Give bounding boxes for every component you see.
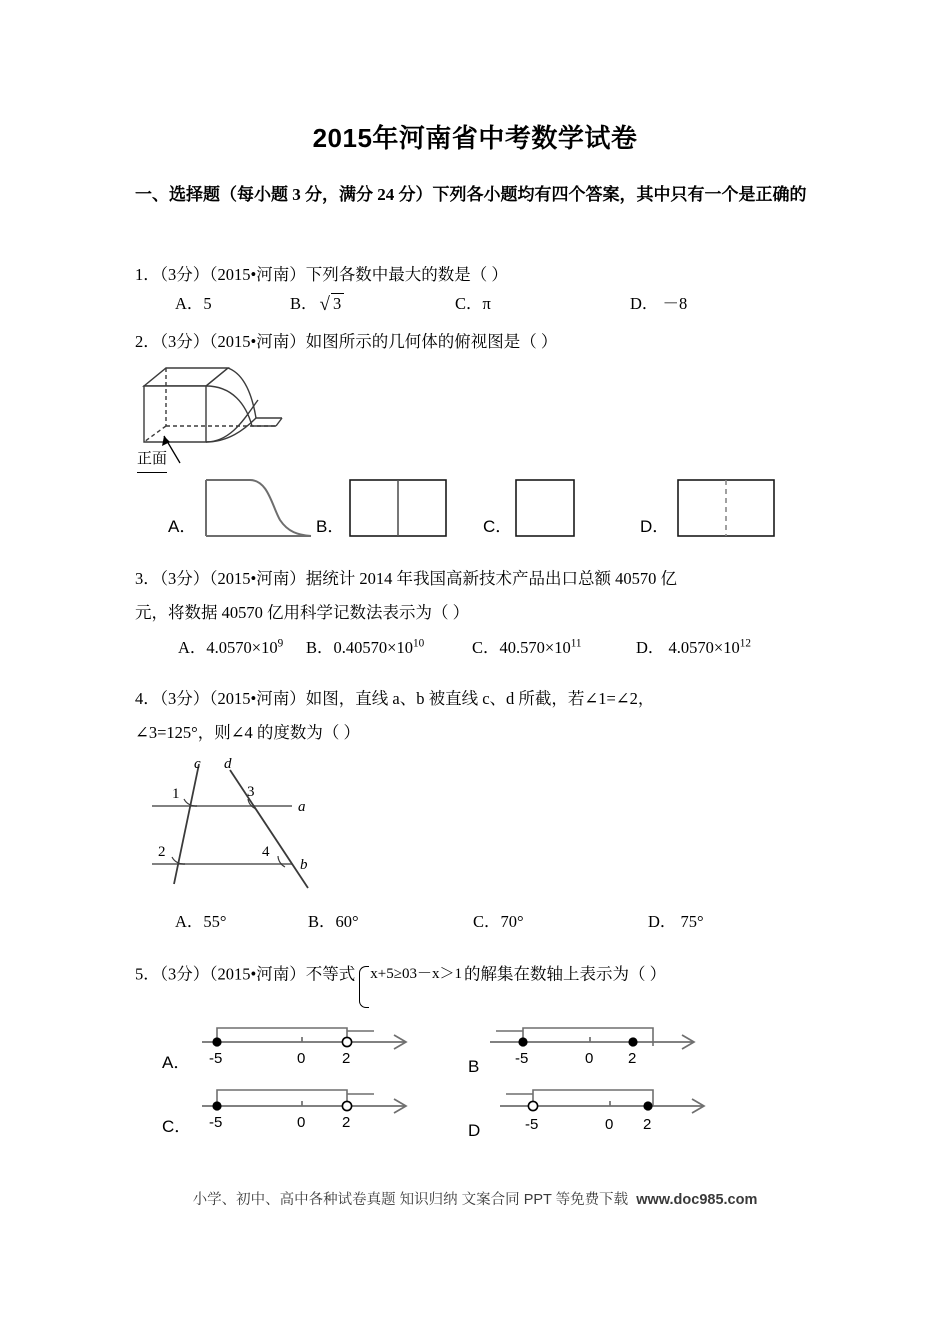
q3-option-d[interactable]: [636, 634, 751, 658]
q1-stem-text: 下列各数中最大的数是（ ）: [305, 265, 508, 284]
q4-option-a-value: 55°: [203, 912, 227, 931]
q4-stem-text-1: 如图，直线 a、b 被直线 c、d 所截，若∠1=∠2，: [305, 689, 655, 708]
q1-option-d-label: D．: [630, 294, 659, 313]
q5-option-d-tick-2: 2: [643, 1116, 652, 1133]
question-1-stem: [135, 258, 835, 291]
q3-option-a-label: A．: [178, 638, 207, 657]
q5-option-a-marker-left: [212, 1037, 221, 1046]
q4-label-a: a: [298, 799, 306, 815]
q3-option-a-mantissa: 4.0570×10: [206, 638, 278, 657]
question-5-option-a[interactable]: [162, 1022, 452, 1084]
q4-option-c-value: 70°: [500, 912, 524, 931]
q4-option-a-label: A．: [175, 912, 204, 931]
q4-option-d[interactable]: [648, 908, 704, 932]
q5-option-a-tick-2: 2: [342, 1050, 351, 1067]
q4-marks: （3分）: [159, 689, 210, 708]
q5-inequality-system: [357, 965, 462, 984]
q2-option-d-label: D．: [640, 517, 670, 536]
q5-stem-post: 的解集在数轴上表示为（ ）: [464, 964, 667, 984]
q3-option-b-mantissa: 0.40570×10: [333, 638, 413, 657]
q3-option-b-label: B．: [306, 638, 334, 657]
q5-number: 5．: [135, 964, 160, 984]
question-5-option-b[interactable]: [468, 1022, 758, 1084]
q4-stem-text-2: ∠3=125°，则∠4 的度数为（ ）: [135, 723, 361, 742]
q1-option-a[interactable]: [175, 290, 290, 314]
question-1-options: [175, 290, 687, 314]
q1-marks: （3分）: [159, 265, 210, 284]
q3-option-c[interactable]: [472, 634, 636, 658]
q4-number: 4．: [135, 689, 160, 708]
question-4-lines-figure: [152, 756, 367, 906]
q5-option-d-marker-right: [643, 1101, 652, 1110]
q4-option-c[interactable]: [473, 908, 648, 932]
q3-option-d-mantissa: 4.0570×10: [668, 638, 740, 657]
q5-option-c-marker-right: [342, 1101, 351, 1110]
q1-source: （2015•河南）: [209, 265, 306, 284]
page-title: 2015年河南省中考数学试卷: [312, 123, 638, 153]
q5-option-b-label: B: [468, 1057, 480, 1076]
q5-option-a-tick--5: -5: [209, 1050, 223, 1067]
q2-marks: （3分）: [159, 332, 210, 351]
q3-stem-text-1: 据统计 2014 年我国高新技术产品出口总额 40570 亿: [305, 569, 678, 588]
q5-option-d-marker-left: [528, 1101, 537, 1110]
q5-option-c-marker-left: [212, 1101, 221, 1110]
q3-option-b-exponent: 10: [412, 637, 425, 650]
q1-option-b-radicand: 3: [331, 293, 344, 314]
q3-option-c-exponent: 11: [570, 637, 582, 650]
q4-option-d-value: 75°: [680, 912, 704, 931]
footer: [0, 1188, 950, 1209]
q1-option-d[interactable]: [630, 290, 687, 314]
section-heading: 一、选择题（每小题 3 分，满分 24 分）下列各小题均有四个答案，其中只有一个是正确的: [135, 185, 807, 204]
q3-option-c-mantissa: 40.570×10: [499, 638, 571, 657]
question-3-stem-line-2: [135, 596, 835, 629]
q1-number: 1．: [135, 265, 160, 284]
q5-option-a-tick-0: 0: [297, 1050, 306, 1067]
q1-option-b-label: B．: [290, 294, 318, 313]
q5-system-line-1: x+5≥0: [370, 965, 410, 982]
q1-option-a-value: 5: [203, 294, 212, 313]
q4-label-angle-4: 4: [262, 844, 270, 860]
footer-url[interactable]: www.doc985.com: [636, 1192, 758, 1208]
q2-source: （2015•河南）: [209, 332, 306, 351]
q3-option-d-exponent: 12: [739, 637, 751, 650]
q1-option-c-value: π: [482, 294, 491, 313]
q2-option-c-label: C．: [483, 517, 513, 536]
q5-option-c-tick--5: -5: [209, 1114, 223, 1131]
q4-option-d-label: D．: [648, 912, 677, 931]
q5-option-a-label: A．: [162, 1053, 191, 1072]
q5-option-b-tick-0: 0: [585, 1050, 594, 1067]
q4-option-b-label: B．: [308, 912, 336, 931]
q2-option-a-label: A．: [168, 517, 197, 536]
q5-marks: （3分）: [159, 964, 210, 984]
q5-stem-pre: 不等式: [305, 964, 356, 984]
q3-number: 3．: [135, 569, 160, 588]
q2-option-b-label: B．: [316, 517, 345, 536]
q5-option-b-tick-2: 2: [628, 1050, 637, 1067]
question-4-stem-line-2: [135, 716, 835, 749]
q4-option-c-label: C．: [473, 912, 501, 931]
question-3-stem-line-1: [135, 562, 835, 595]
q5-system-line-2: 3－x＞1: [409, 965, 462, 982]
q1-option-c[interactable]: [455, 290, 630, 314]
q5-option-b-marker-left: [518, 1037, 527, 1046]
q3-marks: （3分）: [159, 569, 210, 588]
question-5-option-d[interactable]: [468, 1086, 758, 1148]
q5-source: （2015•河南）: [209, 964, 306, 984]
q2-option-a-shape: [206, 480, 311, 536]
question-5-stem: [135, 960, 666, 987]
q1-option-a-label: A．: [175, 294, 204, 313]
square-root-icon: √ 3: [318, 293, 345, 314]
q2-option-b-shape: [350, 480, 446, 536]
question-4-options: [175, 908, 704, 932]
q1-option-b[interactable]: [290, 290, 455, 314]
q5-option-b-tick--5: -5: [515, 1050, 529, 1067]
q3-stem-text-2: 元，将数据 40570 亿用科学记数法表示为（ ）: [135, 603, 470, 622]
q4-label-d: d: [224, 756, 232, 772]
question-4-stem-line-1: [135, 682, 835, 715]
question-5-option-c[interactable]: [162, 1086, 452, 1148]
q4-option-b[interactable]: [308, 908, 473, 932]
q4-label-c: c: [194, 756, 201, 772]
q2-option-c-shape: [516, 480, 574, 536]
q4-source: （2015•河南）: [209, 689, 306, 708]
q3-option-a[interactable]: [178, 634, 306, 658]
q4-label-b: b: [300, 857, 308, 873]
q3-option-a-exponent: 9: [277, 637, 284, 650]
question-2-figure-label: 正面: [137, 448, 167, 473]
q2-stem-text: 如图所示的几何体的俯视图是（ ）: [305, 332, 558, 351]
question-2-stem: [135, 325, 835, 358]
q5-option-b-marker-right: [628, 1037, 637, 1046]
q4-label-angle-2: 2: [158, 844, 166, 860]
q4-label-angle-3: 3: [247, 784, 255, 800]
question-2-options: [168, 470, 783, 540]
q3-option-b[interactable]: [306, 634, 472, 658]
q4-option-a[interactable]: [175, 908, 308, 932]
q4-label-angle-1: 1: [172, 786, 180, 802]
q5-option-c-tick-2: 2: [342, 1114, 351, 1131]
q1-option-d-value: －8: [662, 294, 688, 313]
q3-option-c-label: C．: [472, 638, 500, 657]
q2-number: 2．: [135, 332, 160, 351]
q5-option-d-tick-0: 0: [605, 1116, 614, 1133]
q2-option-d-shape: [678, 480, 774, 536]
footer-text: 小学、初中、高中各种试卷真题 知识归纳 文案合同 PPT 等免费下载: [192, 1192, 629, 1208]
q5-option-d-tick--5: -5: [525, 1116, 539, 1133]
q1-option-c-label: C．: [455, 294, 483, 313]
q5-option-a-marker-right: [342, 1037, 351, 1046]
q5-option-d-label: D: [468, 1121, 481, 1140]
q3-option-d-label: D．: [636, 638, 665, 657]
question-3-options: [178, 634, 751, 658]
q5-option-c-label: C．: [162, 1117, 192, 1136]
q4-option-b-value: 60°: [335, 912, 359, 931]
q5-option-c-tick-0: 0: [297, 1114, 306, 1131]
q3-source: （2015•河南）: [209, 569, 306, 588]
